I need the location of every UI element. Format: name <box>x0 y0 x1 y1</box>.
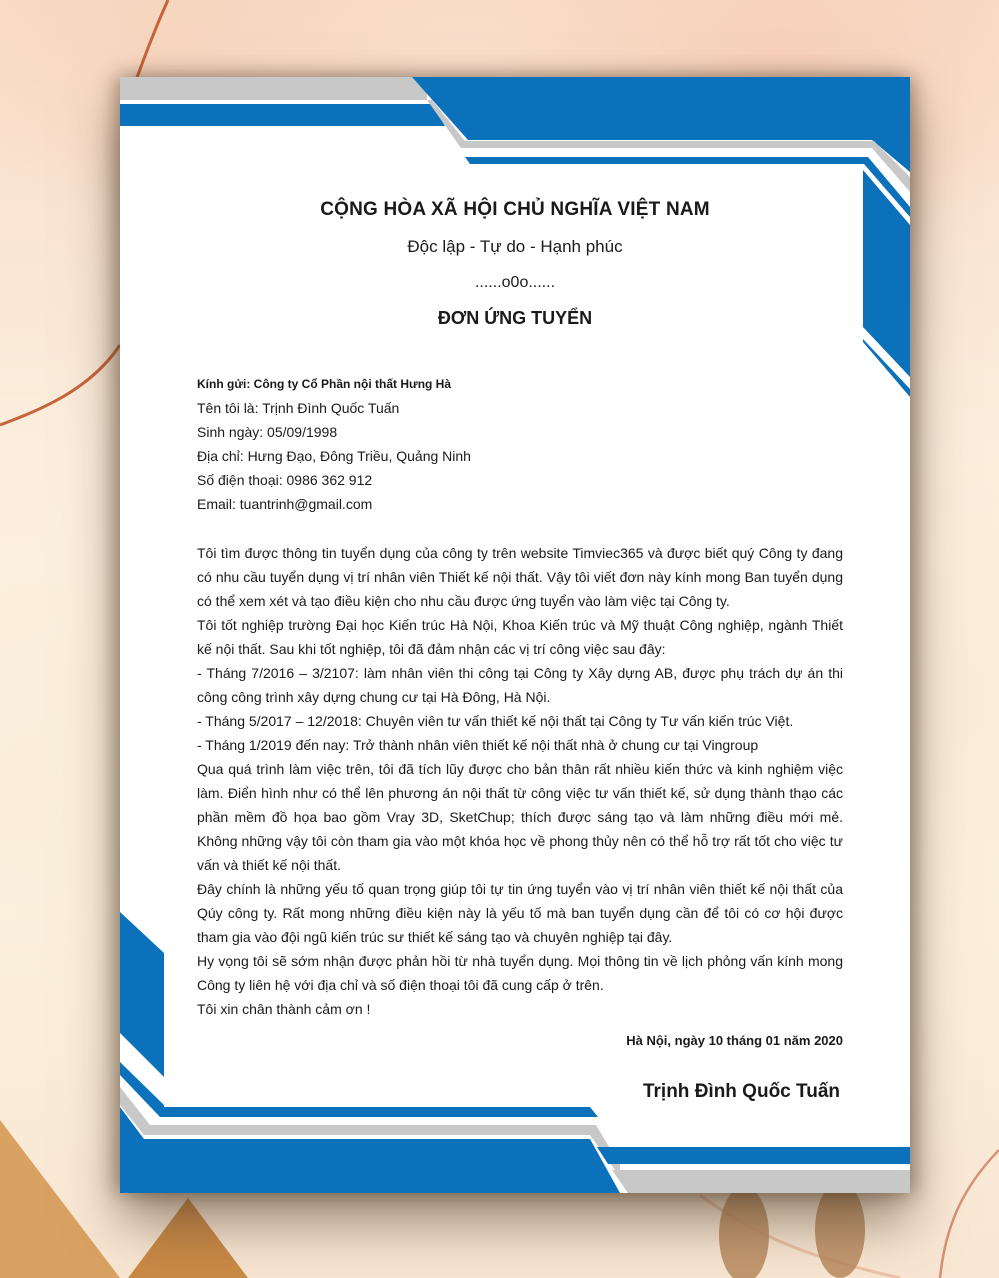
body-paragraph: Qua quá trình làm việc trên, tôi đã tích lũy được cho bản thân rất nhiều kiến thức và kinh nghiệm việc làm. Điển hình như có thể lên phương án nội thất từ công việc tư vấn thiết kế, sử dụng thành thạo các phần mềm đồ họa bao gồm Vray 3D, SketChup; thích được sáng tạo và làm những điều mới mẻ. Không những vậy tôi còn tham gia vào một khóa học về phong thủy nên có thể hỗ trợ rất tốt cho việc tư vấn và thiết kế nội thất. <box>197 761 843 873</box>
application-letter-page <box>120 77 910 1193</box>
body-paragraph: Tôi tốt nghiệp trường Đại học Kiến trúc Hà Nội, Khoa Kiến trúc và Mỹ thuật Công nghiệp, ngành Thiết kế nội thất. Sau khi tốt nghiệp, tôi đã đảm nhận các vị trí công việc sau đây: <box>197 617 843 657</box>
gold-triangle-left <box>0 1120 120 1278</box>
copper-vein-right <box>940 1150 999 1278</box>
nation-heading: CỘNG HÒA XÃ HỘI CHỦ NGHĨA VIỆT NAM <box>320 199 710 220</box>
body-paragraph: Tôi tìm được thông tin tuyển dụng của công ty trên website Timviec365 và được biết quý Công ty đang có nhu cầu tuyển dụng vị trí nhân viên Thiết kế nội thất. Vậy tôi viết đơn này kính mong Ban tuyển dụng có thể xem xét và tạo điều kiện cho nhu cầu được ứng tuyển vào làm việc tại Công ty. <box>197 545 843 609</box>
document-title: ĐƠN ỨNG TUYỂN <box>437 308 593 328</box>
body-paragraph: Tôi xin chân thành cảm ơn ! <box>197 1001 371 1017</box>
applicant-birth-date: Sinh ngày: 05/09/1998 <box>197 424 338 440</box>
gold-dot-1 <box>719 1187 769 1278</box>
body-paragraph: Đây chính là những yếu tố quan trọng giúp tôi tự tin ứng tuyển vào vị trí nhân viên thiết kế nội thất của Qúy công ty. Rất mong những điều kiện này là yếu tố mà ban tuyển dụng cần để tôi có cơ hội được tham gia vào đội ngũ kiến trúc sư thiết kế sáng tạo và chuyên nghiệp tại đây. <box>197 881 843 945</box>
body-paragraph: - Tháng 1/2019 đến nay: Trở thành nhân viên thiết kế nội thất nhà ở chung cư tại Vingroup <box>197 737 759 753</box>
applicant-name: Tên tôi là: Trịnh Đình Quốc Tuấn <box>197 400 400 416</box>
letter-content <box>120 77 910 1193</box>
copper-vein-left <box>0 345 120 425</box>
body-paragraph: Hy vọng tôi sẽ sớm nhận được phản hồi từ nhà tuyển dụng. Mọi thông tin về lịch phỏng vấn kính mong Công ty liên hệ với địa chỉ và số điện thoại tôi đã cung cấp ở trên. <box>197 953 843 993</box>
signature-name: Trịnh Đình Quốc Tuấn <box>642 1081 840 1102</box>
header-separator: ......o0o...... <box>474 274 556 291</box>
copper-vein-top <box>136 0 168 80</box>
body-paragraph: - Tháng 5/2017 – 12/2018: Chuyên viên tư vấn thiết kế nội thất tại Công ty Tư vấn kiến trúc Việt. <box>197 713 794 729</box>
applicant-address: Địa chỉ: Hưng Đạo, Đông Triều, Quảng Ninh <box>197 448 471 464</box>
date-place-line: Hà Nội, ngày 10 tháng 01 năm 2020 <box>626 1033 843 1048</box>
gold-triangle-center <box>128 1198 248 1278</box>
letter-body <box>197 541 843 1021</box>
applicant-email: Email: tuantrinh@gmail.com <box>197 496 373 512</box>
recipient-line: Kính gửi: Công ty Cổ Phần nội thất Hưng Hà <box>197 377 452 391</box>
gold-dot-2 <box>815 1182 865 1278</box>
body-paragraph: - Tháng 7/2016 – 3/2107: làm nhân viên thi công tại Công ty Xây dựng AB, được phụ trách dự án thi công công trình xây dựng chung cư tại Hà Đông, Hà Nội. <box>197 665 843 705</box>
applicant-info-block <box>197 372 847 516</box>
national-motto: Độc lập - Tự do - Hạnh phúc <box>407 237 623 256</box>
applicant-phone: Số điện thoại: 0986 362 912 <box>197 472 373 488</box>
